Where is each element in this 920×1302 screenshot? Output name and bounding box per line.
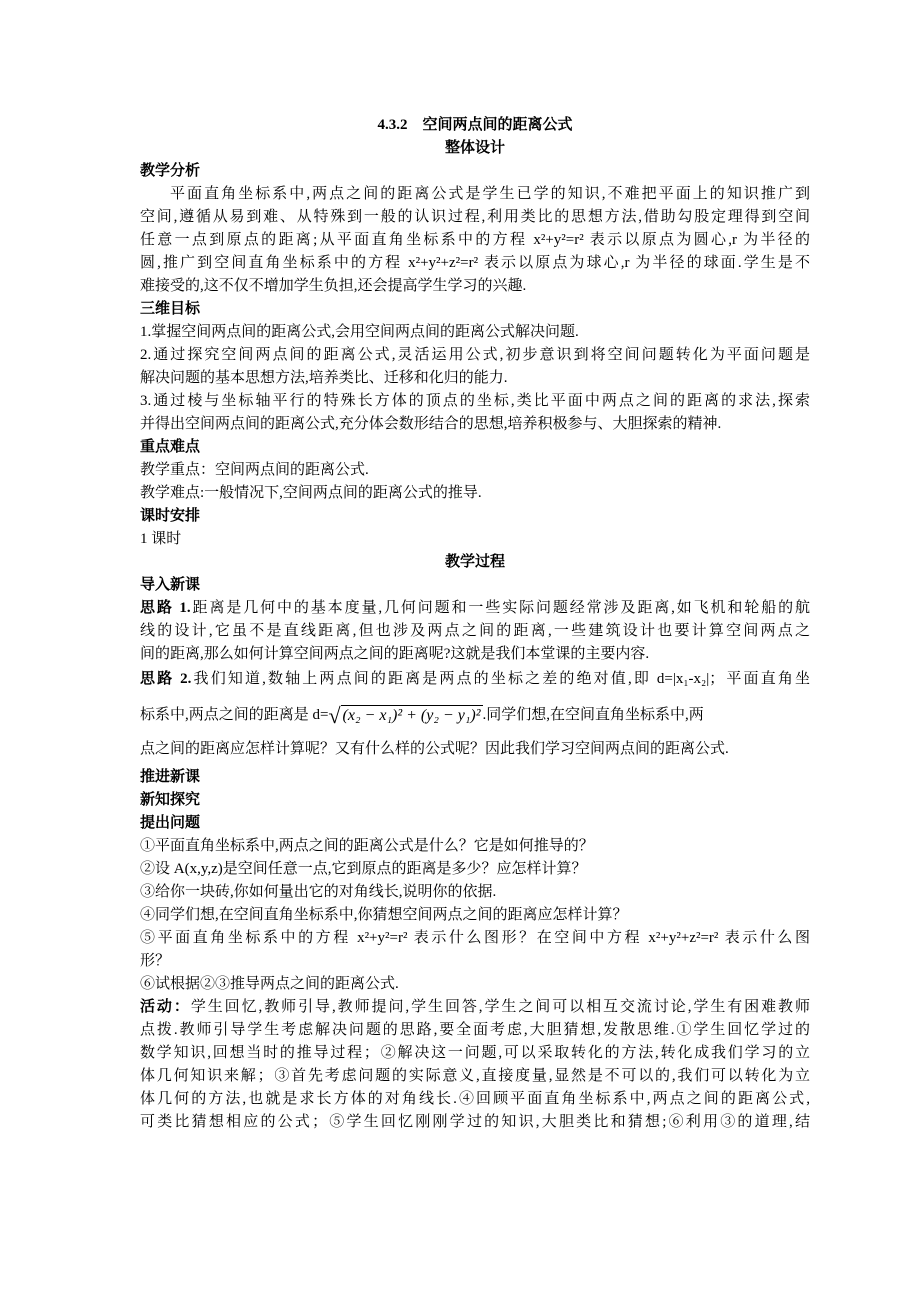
- activity-line: 体几何的方法,也就是求长方体的对角线长.④回顾平面直角坐标系中,两点之间的距离公式,: [140, 1091, 810, 1107]
- activity-line: 点拨.教师引导学生考虑解决问题的思路,要全面考虑,大胆猜想,发散思维.①学生回忆学过的: [140, 1022, 810, 1038]
- goal-line: 2.通过探究空间两点间的距离公式,灵活运用公式,初步意识到将空间问题转化为平面问题是: [140, 347, 810, 363]
- idea2-formula-line: [140, 700, 810, 730]
- activity-line: 可类比猜想相应的公式；⑤学生回忆刚刚学过的知识,大胆类比和猜想;⑥利用③的道理,结: [140, 1114, 810, 1130]
- activity-line: 体几何知识来解；③首先考虑问题的实际意义,直接度量,显然是不可以的,我们可以转化为立: [140, 1068, 810, 1084]
- activity-text: 学生回忆,教师引导,教师提问,学生回答,学生之间可以相互交流讨论,学生有困难教师: [190, 999, 810, 1015]
- doc-subtitle: 整体设计: [444, 140, 505, 156]
- idea2-line: 点之间的距离应怎样计算呢？又有什么样的公式呢？因此我们学习空间两点间的距离公式.: [140, 741, 729, 757]
- question-item: ⑥试根据②③推导两点之间的距离公式.: [140, 976, 399, 992]
- sqrt-symbol: √: [328, 702, 341, 728]
- subheading-intro: 导入新课: [140, 577, 201, 593]
- question-item: 形？: [140, 953, 171, 969]
- question-item: ④同学们想,在空间直角坐标系中,你猜想空间两点之间的距离应怎样计算？: [140, 907, 628, 923]
- idea2-label: 思路 2.: [140, 671, 192, 687]
- paragraph-line: 难接受的,这不仅不增加学生负担,还会提高学生学习的兴趣.: [140, 278, 527, 294]
- section-heading-analysis: 教学分析: [140, 163, 201, 179]
- idea1-label: 思路 1.: [140, 600, 191, 616]
- subheading-questions: 提出问题: [140, 815, 201, 831]
- idea1-line: 间的距离,那么如何计算空间两点之间的距离呢?这就是我们本堂课的主要内容.: [140, 646, 650, 662]
- paragraph-line: 任意一点到原点的距离;从平面直角坐标系中的方程 x²+y²=r² 表示以原点为圆心,r 为半径的: [140, 232, 810, 248]
- idea2-text: 我们知道,数轴上两点间的距离是两点的坐标之差的绝对值,即 d=|x₁-x₂|；平面直角坐: [191, 671, 810, 687]
- idea1-text: 距离是几何中的基本度量,几何问题和一些实际问题经常涉及距离,如飞机和轮船的航: [190, 600, 810, 616]
- activity-label: 活动：: [140, 999, 191, 1015]
- section-heading-keypoints: 重点难点: [140, 439, 201, 455]
- goal-line: 1.掌握空间两点间的距离公式,会用空间两点间的距离公式解决问题.: [140, 324, 579, 340]
- idea1-line: 线的设计,它虽不是直线距离,但也涉及两点之间的距离,一些建筑设计也要计算空间两点之: [140, 623, 810, 639]
- subheading-explore: 新知探究: [140, 792, 201, 808]
- idea2-text: 标系中,两点之间的距离是 d=: [140, 707, 329, 723]
- paragraph-line: 空间,遵循从易到难、从特殊到一般的认识过程,利用类比的思想方法,借助勾股定理得到空间: [140, 209, 810, 225]
- paragraph-line: 平面直角坐标系中,两点之间的距离公式是学生已学的知识,不难把平面上的知识推广到: [170, 186, 810, 202]
- activity-line: [140, 996, 810, 1018]
- section-heading-goals: 三维目标: [140, 301, 201, 317]
- question-item: ①平面直角坐标系中,两点之间的距离公式是什么？它是如何推导的？: [140, 838, 594, 854]
- idea2-line: [140, 668, 810, 690]
- paragraph-line: 圆,推广到空间直角坐标系中的方程 x²+y²+z²=r² 表示以原点为球心,r 为半径的球面.学生是不: [140, 255, 810, 271]
- question-item: ③给你一块砖,你如何量出它的对角线长,说明你的依据.: [140, 884, 497, 900]
- goal-line: 并得出空间两点间的距离公式,充分体会数形结合的思想,培养积极参与、大胆探索的精神.: [140, 416, 722, 432]
- subheading-advance: 推进新课: [140, 769, 201, 785]
- goal-line: 3.通过棱与坐标轴平行的特殊长方体的顶点的坐标,类比平面中两点之间的距离的求法,探索: [140, 393, 810, 409]
- section-heading-process: 教学过程: [444, 554, 505, 570]
- question-item: ②设 A(x,y,z)是空间任意一点,它到原点的距离是多少？应怎样计算？: [140, 861, 587, 877]
- section-heading-schedule: 课时安排: [140, 508, 201, 524]
- idea1-line: [140, 597, 810, 619]
- doc-title: 4.3.2 空间两点间的距离公式: [377, 117, 573, 133]
- distance-formula: [328, 702, 482, 728]
- keypoint-line: 教学重点：空间两点间的距离公式.: [140, 462, 369, 478]
- keypoint-line: 教学难点:一般情况下,空间两点间的距离公式的推导.: [140, 485, 482, 501]
- activity-line: 数学知识,回想当时的推导过程；②解决这一问题,可以采取转化的方法,转化成我们学习的立: [140, 1045, 810, 1061]
- idea2-text: .同学们想,在空间直角坐标系中,两: [482, 707, 704, 723]
- question-item: ⑤平面直角坐标系中的方程 x²+y²=r² 表示什么图形？在空间中方程 x²+y²+z²=r² 表示什么图: [140, 930, 810, 946]
- formula-radicand: (x₂ − x₁)² + (y₂ − y₁)²: [342, 707, 481, 725]
- goal-line: 解决问题的基本思想方法,培养类比、迁移和化归的能力.: [140, 370, 508, 386]
- schedule-value: 1 课时: [140, 531, 182, 547]
